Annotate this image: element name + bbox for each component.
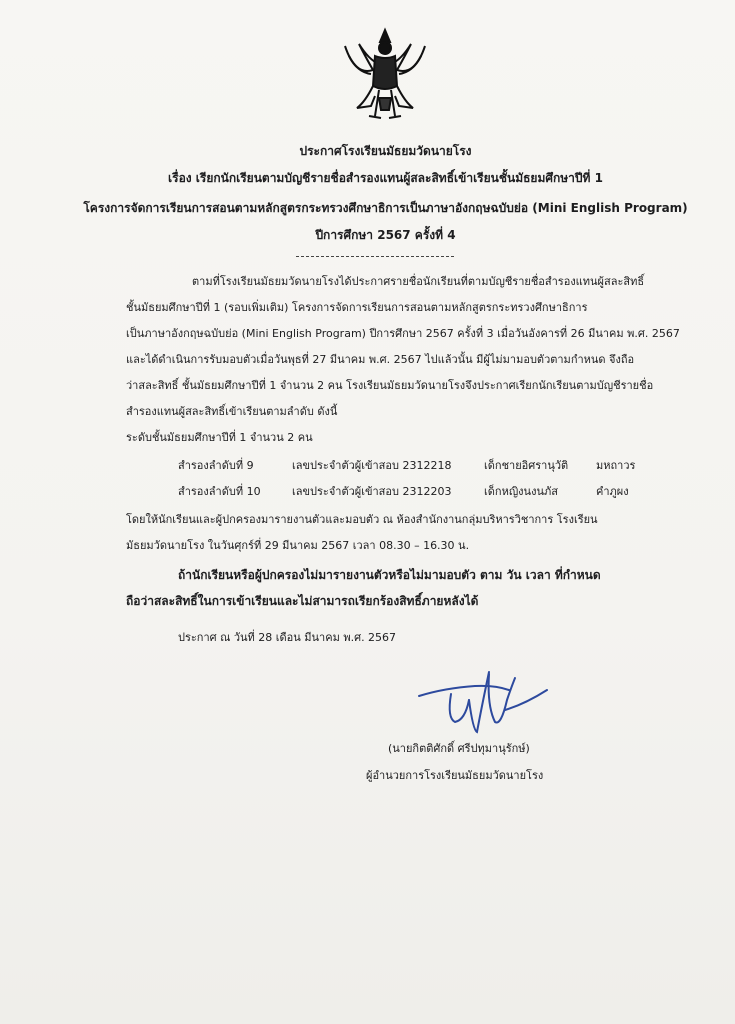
paragraph-line: ว่าสละสิทธิ์ ชั้นมัธยมศึกษาปีที่ 1 จำนวน 2 คน โรงเรียนมัธยมวัดนายโรงจึงประกาศเรียกนักเรียนตามบัญชีรายชื่อ — [126, 379, 654, 392]
paragraph-line: เป็นภาษาอังกฤษฉบับย่อ (Mini English Program) ปีการศึกษา 2567 ครั้งที่ 3 เมื่อวันอังคารที่ 26 มีนาคม พ.ศ. 2567 — [126, 327, 680, 340]
paragraph-line: มัธยมวัดนายโรง ในวันศุกร์ที่ 29 มีนาคม 2567 เวลา 08.30 – 16.30 น. — [126, 539, 470, 552]
level-line: ระดับชั้นมัธยมศึกษาปีที่ 1 จำนวน 2 คน — [126, 431, 313, 444]
student-exam-no: เลขประจำตัวผู้เข้าสอบ 2312203 — [292, 485, 452, 498]
paragraph-line: สำรองแทนผู้สละสิทธิ์เข้าเรียนตามลำดับ ดังนี้ — [126, 405, 338, 418]
announcement-title: ประกาศโรงเรียนมัธยมวัดนายโรง — [299, 144, 472, 158]
student-name: เด็กชายอิศรานุวัติ — [484, 459, 569, 472]
paragraph-line: ชั้นมัธยมศึกษาปีที่ 1 (รอบเพิ่มเติม) โครงการจัดการเรียนการสอนตามหลักสูตรกระทรวงศึกษาธิการ — [126, 301, 588, 314]
signatory-name: (นายกิตติศักดิ์ ศรีปทุมานุรักษ์) — [388, 742, 530, 755]
handwritten-signature-icon — [415, 660, 555, 745]
paragraph-line: ตามที่โรงเรียนมัธยมวัดนายโรงได้ประกาศรายชื่อนักเรียนที่ตามบัญชีรายชื่อสำรองแทนผู้สละสิทธิ์ — [192, 275, 645, 288]
student-name: เด็กหญิงนงนภัส — [484, 485, 558, 498]
student-surname: คำภูผง — [596, 485, 629, 498]
announcement-year: ปีการศึกษา 2567 ครั้งที่ 4 — [315, 228, 456, 242]
announcement-date: ประกาศ ณ วันที่ 28 เดือน มีนาคม พ.ศ. 2567 — [178, 631, 397, 644]
warning-line: ถ้านักเรียนหรือผู้ปกครองไม่มารายงานตัวหรือไม่มามอบตัว ตาม วัน เวลา ที่กำหนด — [178, 568, 601, 582]
student-surname: มหถาวร — [596, 459, 636, 472]
announcement-project: โครงการจัดการเรียนการสอนตามหลักสูตรกระทรวงศึกษาธิการเป็นภาษาอังกฤษฉบับย่อ (Mini English Program) — [83, 201, 688, 215]
paragraph-line: โดยให้นักเรียนและผู้ปกครองมารายงานตัวและมอบตัว ณ ห้องสำนักงานกลุ่มบริหารวิชาการ โรงเรียน — [126, 513, 598, 526]
signatory-position: ผู้อำนวยการโรงเรียนมัธยมวัดนายโรง — [366, 769, 544, 782]
header-divider — [296, 256, 454, 257]
student-exam-no: เลขประจำตัวผู้เข้าสอบ 2312218 — [292, 459, 452, 472]
garuda-emblem-icon — [335, 26, 435, 126]
student-order: สำรองลำดับที่ 10 — [178, 485, 261, 498]
announcement-subject: เรื่อง เรียกนักเรียนตามบัญชีรายชื่อสำรองแทนผู้สละสิทธิ์เข้าเรียนชั้นมัธยมศึกษาปีที่ 1 — [168, 171, 603, 185]
student-order: สำรองลำดับที่ 9 — [178, 459, 254, 472]
paragraph-line: และได้ดำเนินการรับมอบตัวเมื่อวันพุธที่ 27 มีนาคม พ.ศ. 2567 ไปแล้วนั้น มีผู้ไม่มามอบตัวตามกำหนด จึงถือ — [126, 353, 635, 366]
warning-line: ถือว่าสละสิทธิ์ในการเข้าเรียนและไม่สามารถเรียกร้องสิทธิ์ภายหลังได้ — [126, 594, 479, 608]
